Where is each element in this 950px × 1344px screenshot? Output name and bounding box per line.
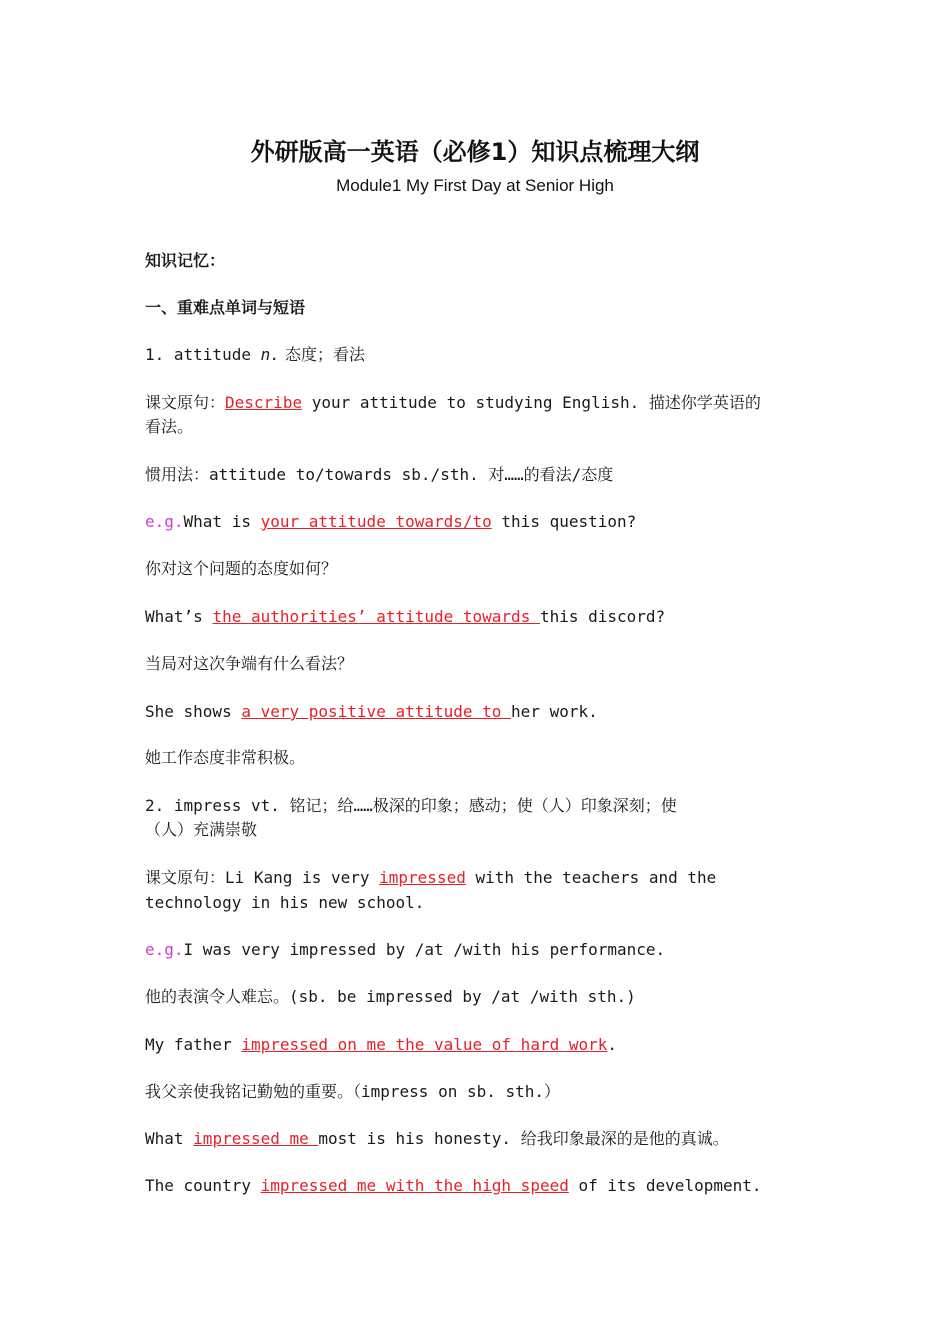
word-2-heading-line-1: 2. impress vt. 铭记；给……极深的印象；感动；使（人）印象深刻；使 — [145, 796, 677, 815]
highlight: your attitude towards/to — [260, 512, 492, 531]
highlight: a very positive attitude to — [241, 702, 512, 721]
document-title: 外研版高一英语（必修1）知识点梳理大纲 — [250, 138, 700, 166]
example-text: What is — [183, 512, 261, 531]
eg-label: e.g. — [145, 940, 184, 959]
word-1-text-line-2: 看法。 — [145, 417, 194, 436]
highlight: impressed on me the value of hard work — [241, 1035, 608, 1054]
word-1-text-line-1 — [145, 390, 805, 415]
word-1-example-2-translation: 当局对这次争端有什么看法？ — [145, 654, 354, 673]
word-1-example-1 — [145, 509, 805, 534]
example-text: The country — [145, 1176, 261, 1195]
word-1-pos: n. — [260, 345, 280, 364]
document-subtitle: Module1 My First Day at Senior High — [336, 176, 614, 195]
highlight: Describe — [225, 393, 303, 412]
example-text: her work. — [511, 702, 598, 721]
example-text: most is his honesty. 给我印象最深的是他的真诚。 — [318, 1129, 729, 1148]
example-text: My father — [145, 1035, 242, 1054]
word-1-heading — [145, 342, 805, 367]
highlight: the authorities’ attitude towards — [212, 607, 540, 626]
word-2-heading-line-2: （人）充满崇敬 — [145, 820, 258, 839]
eg-label: e.g. — [145, 512, 184, 531]
word-1-example-3 — [145, 699, 805, 724]
example-text: this discord? — [539, 607, 666, 626]
example-text: What — [145, 1129, 194, 1148]
word-2-example-4 — [145, 1173, 805, 1198]
heading-knowledge-memory: 知识记忆： — [145, 251, 226, 270]
word-2-example-1-translation: 他的表演令人难忘。(sb. be impressed by /at /with sth.) — [145, 987, 636, 1006]
word-2-example-2-translation: 我父亲使我铭记勤勉的重要。（impress on sb. sth.） — [145, 1082, 561, 1101]
word-1-meaning: 态度；看法 — [279, 345, 365, 364]
word-2-text-line-2: technology in his new school. — [145, 893, 425, 912]
word-1-example-1-translation: 你对这个问题的态度如何？ — [145, 559, 338, 578]
text-rest: with the teachers and the — [465, 868, 717, 887]
highlight: impressed me — [193, 1129, 319, 1148]
example-text: She shows — [145, 702, 242, 721]
text-label: 课文原句：Li Kang is very — [145, 868, 380, 887]
word-1-example-2 — [145, 604, 805, 629]
example-text: What’s — [145, 607, 213, 626]
heading-key-words: 一、重难点单词与短语 — [145, 298, 306, 317]
text-label: 课文原句： — [145, 393, 226, 412]
word-2-example-2 — [145, 1032, 805, 1057]
word-1-term: 1. attitude — [145, 345, 261, 364]
example-text: I was very impressed by /at /with his performance. — [183, 940, 666, 959]
word-2-text-line-1 — [145, 865, 805, 890]
highlight: impressed me with the high speed — [260, 1176, 569, 1195]
word-1-example-3-translation: 她工作态度非常积极。 — [145, 748, 306, 767]
word-1-usage: 惯用法：attitude to/towards sb./sth. 对……的看法/态度 — [145, 465, 614, 484]
text-rest: your attitude to studying English. 描述你学英语的 — [302, 393, 761, 412]
example-text: of its development. — [568, 1176, 762, 1195]
example-text: this question? — [491, 512, 637, 531]
example-text: . — [607, 1035, 618, 1054]
highlight: impressed — [379, 868, 466, 887]
word-2-example-1 — [145, 937, 805, 962]
word-2-example-3 — [145, 1126, 805, 1151]
